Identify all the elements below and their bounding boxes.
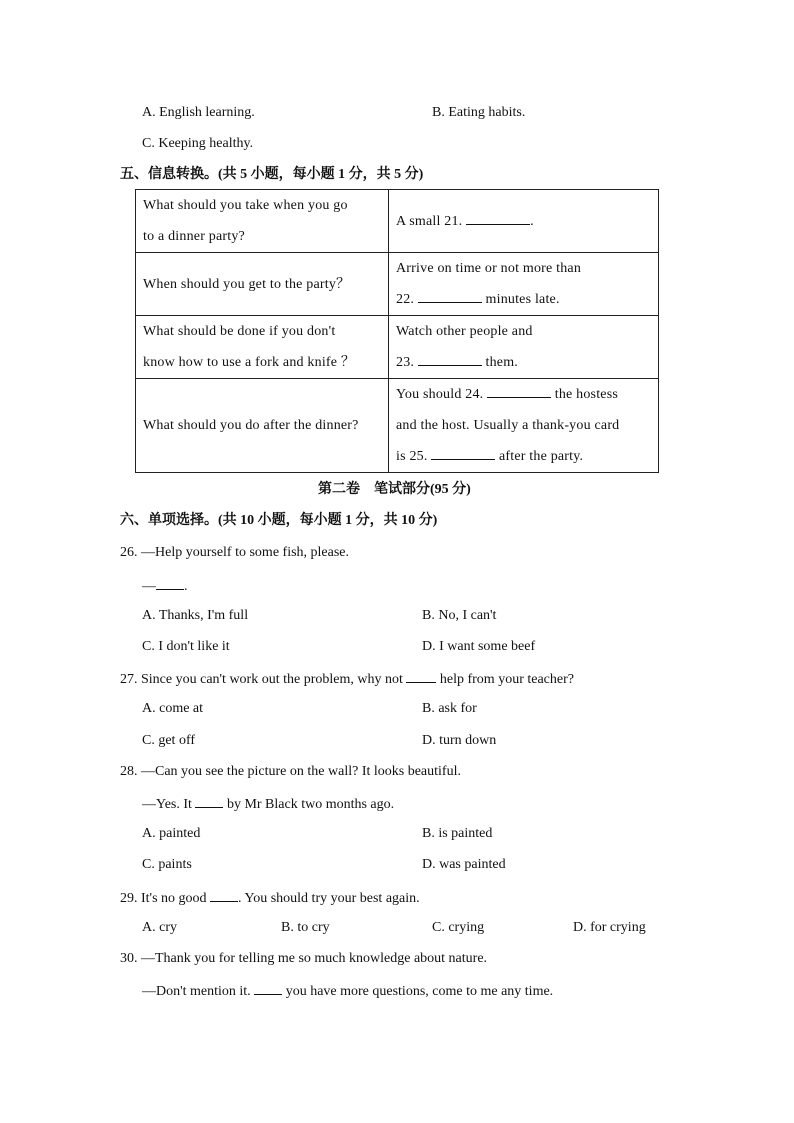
section-heading: 六、单项选择。(共 10 小题，每小题 1 分，共 10 分) bbox=[120, 513, 438, 528]
answer-blank[interactable] bbox=[466, 211, 530, 225]
question-cell bbox=[136, 316, 389, 379]
option-a: A. painted bbox=[142, 826, 201, 841]
question-cell bbox=[136, 253, 389, 316]
question-text: What should you take when you go bbox=[143, 198, 348, 213]
option-d: D. was painted bbox=[422, 857, 506, 872]
question-26-stem: 26. —Help yourself to some fish, please. bbox=[120, 545, 350, 560]
question-text: to a dinner party? bbox=[143, 229, 245, 244]
answer-text: A small 21. . bbox=[396, 206, 651, 237]
answer-blank[interactable] bbox=[487, 384, 551, 398]
option-d: D. for crying bbox=[573, 920, 646, 935]
question-text: When should you get to the party？ bbox=[143, 276, 351, 292]
answer-cell bbox=[389, 253, 659, 316]
option-a: A. cry bbox=[142, 920, 177, 935]
option-b: B. No, I can't bbox=[422, 608, 497, 623]
option-b: B. to cry bbox=[281, 920, 330, 935]
answer-blank[interactable] bbox=[431, 446, 495, 460]
answer-text: and the host. Usually a thank-you card bbox=[396, 418, 620, 433]
option-a: A. English learning. bbox=[142, 105, 255, 120]
answer-text: 23. them. bbox=[396, 347, 651, 378]
question-26-reply: — . bbox=[142, 576, 188, 596]
table-row bbox=[136, 316, 659, 379]
question-30-reply: —Don't mention it. you have more questions, come to me any time. bbox=[142, 981, 553, 1001]
option-b: B. is painted bbox=[422, 826, 493, 841]
option-d: D. turn down bbox=[422, 733, 497, 748]
info-table bbox=[135, 189, 659, 473]
answer-text: Watch other people and bbox=[396, 324, 533, 339]
answer-text: You should 24. the hostess bbox=[396, 379, 651, 410]
option-c: C. get off bbox=[142, 733, 196, 748]
option-b: B. Eating habits. bbox=[432, 105, 526, 120]
question-28-stem: 28. —Can you see the picture on the wall? It looks beautiful. bbox=[120, 764, 461, 779]
option-c: C. I don't like it bbox=[142, 639, 230, 654]
answer-cell bbox=[389, 379, 659, 473]
option-c: C. crying bbox=[432, 920, 485, 935]
option-b: B. ask for bbox=[422, 701, 477, 716]
option-a: A. come at bbox=[142, 701, 204, 716]
option-d: D. I want some beef bbox=[422, 639, 536, 654]
question-29-stem: 29. It's no good . You should try your best again. bbox=[120, 888, 420, 908]
question-30-stem: 30. —Thank you for telling me so much knowledge about nature. bbox=[120, 951, 488, 966]
option-c: C. paints bbox=[142, 857, 192, 872]
question-27-stem: 27. Since you can't work out the problem, why not help from your teacher? bbox=[120, 669, 574, 689]
question-text: know how to use a fork and knife ？ bbox=[143, 355, 356, 370]
table-row bbox=[136, 253, 659, 316]
answer-cell bbox=[389, 190, 659, 253]
option-a: A. Thanks, I'm full bbox=[142, 608, 249, 623]
table-row bbox=[136, 379, 659, 473]
part-title: 第二卷 笔试部分(95 分) bbox=[318, 482, 471, 497]
option-c: C. Keeping healthy. bbox=[142, 136, 254, 151]
answer-text: is 25. after the party. bbox=[396, 441, 651, 472]
question-text: What should you do after the dinner? bbox=[143, 418, 359, 433]
answer-text: 22. minutes late. bbox=[396, 284, 651, 315]
answer-text: Arrive on time or not more than bbox=[396, 261, 582, 276]
answer-blank[interactable] bbox=[418, 352, 482, 366]
question-cell bbox=[136, 379, 389, 473]
question-28-reply: —Yes. It by Mr Black two months ago. bbox=[142, 794, 394, 814]
answer-cell bbox=[389, 316, 659, 379]
question-cell bbox=[136, 190, 389, 253]
answer-blank[interactable] bbox=[418, 289, 482, 303]
section-heading: 五、信息转换。(共 5 小题，每小题 1 分，共 5 分) bbox=[120, 167, 424, 182]
table-row bbox=[136, 190, 659, 253]
question-text: What should be done if you don't bbox=[143, 324, 336, 339]
